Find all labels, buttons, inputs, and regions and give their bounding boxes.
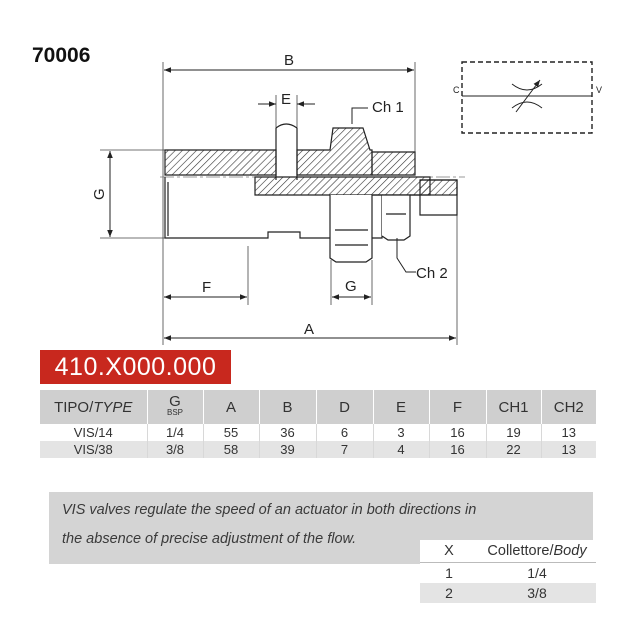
cell-e: 3 [373,424,429,441]
cell-b: 39 [259,441,316,458]
header-f: F [429,390,486,424]
table-row [420,583,596,603]
symbol-v-label: V [596,85,603,95]
header-ch1: CH1 [486,390,541,424]
dim-label-a: A [304,321,315,338]
table-row [40,441,596,458]
cell-x: 2 [420,583,478,603]
cell-tipo: VIS/38 [40,441,147,458]
cell-e: 4 [373,441,429,458]
table-row [420,563,596,584]
cell-ch1: 19 [486,424,541,441]
cell-body: 3/8 [478,583,596,603]
part-number-banner: 410.X000.000 [40,350,231,384]
cell-x: 1 [420,563,478,584]
dim-label-ch1: Ch 1 [372,99,404,116]
cell-b: 36 [259,424,316,441]
cell-f: 16 [429,424,486,441]
header-ch2: CH2 [541,390,596,424]
table-row [40,424,596,441]
cell-d: 7 [316,441,373,458]
cell-g: 1/4 [147,424,203,441]
dim-label-g-left: G [91,188,108,200]
cell-a: 58 [203,441,259,458]
header-b: B [259,390,316,424]
table-header-row [420,540,596,563]
product-code: 70006 [32,44,91,67]
dim-label-e: E [281,91,292,108]
header-g: G BSP [147,390,203,424]
cell-g: 3/8 [147,441,203,458]
cell-ch2: 13 [541,441,596,458]
table-header-row [40,390,596,424]
dim-label-g-bottom: G [345,278,357,295]
header-x: X [420,540,478,563]
body-size-table [420,540,596,603]
description-line-1: VIS valves regulate the speed of an actuator in both directions in [62,502,477,518]
header-d: D [316,390,373,424]
cell-f: 16 [429,441,486,458]
specification-table [40,390,596,458]
flow-control-symbol-icon [453,62,602,133]
cell-ch1: 22 [486,441,541,458]
cell-tipo: VIS/14 [40,424,147,441]
dim-label-f: F [202,279,212,296]
cell-a: 55 [203,424,259,441]
header-collettore: Collettore/Body [478,540,596,563]
valve-body [165,124,457,262]
symbol-c-label: C [453,85,460,95]
cell-d: 6 [316,424,373,441]
header-e: E [373,390,429,424]
dim-label-ch2: Ch 2 [416,265,448,282]
cell-body: 1/4 [478,563,596,584]
dim-label-b: B [284,52,295,69]
header-tipo: TIPO/TYPE [40,390,147,424]
cell-ch2: 13 [541,424,596,441]
header-a: A [203,390,259,424]
description-line-2: the absence of precise adjustment of the flow. [62,531,357,547]
